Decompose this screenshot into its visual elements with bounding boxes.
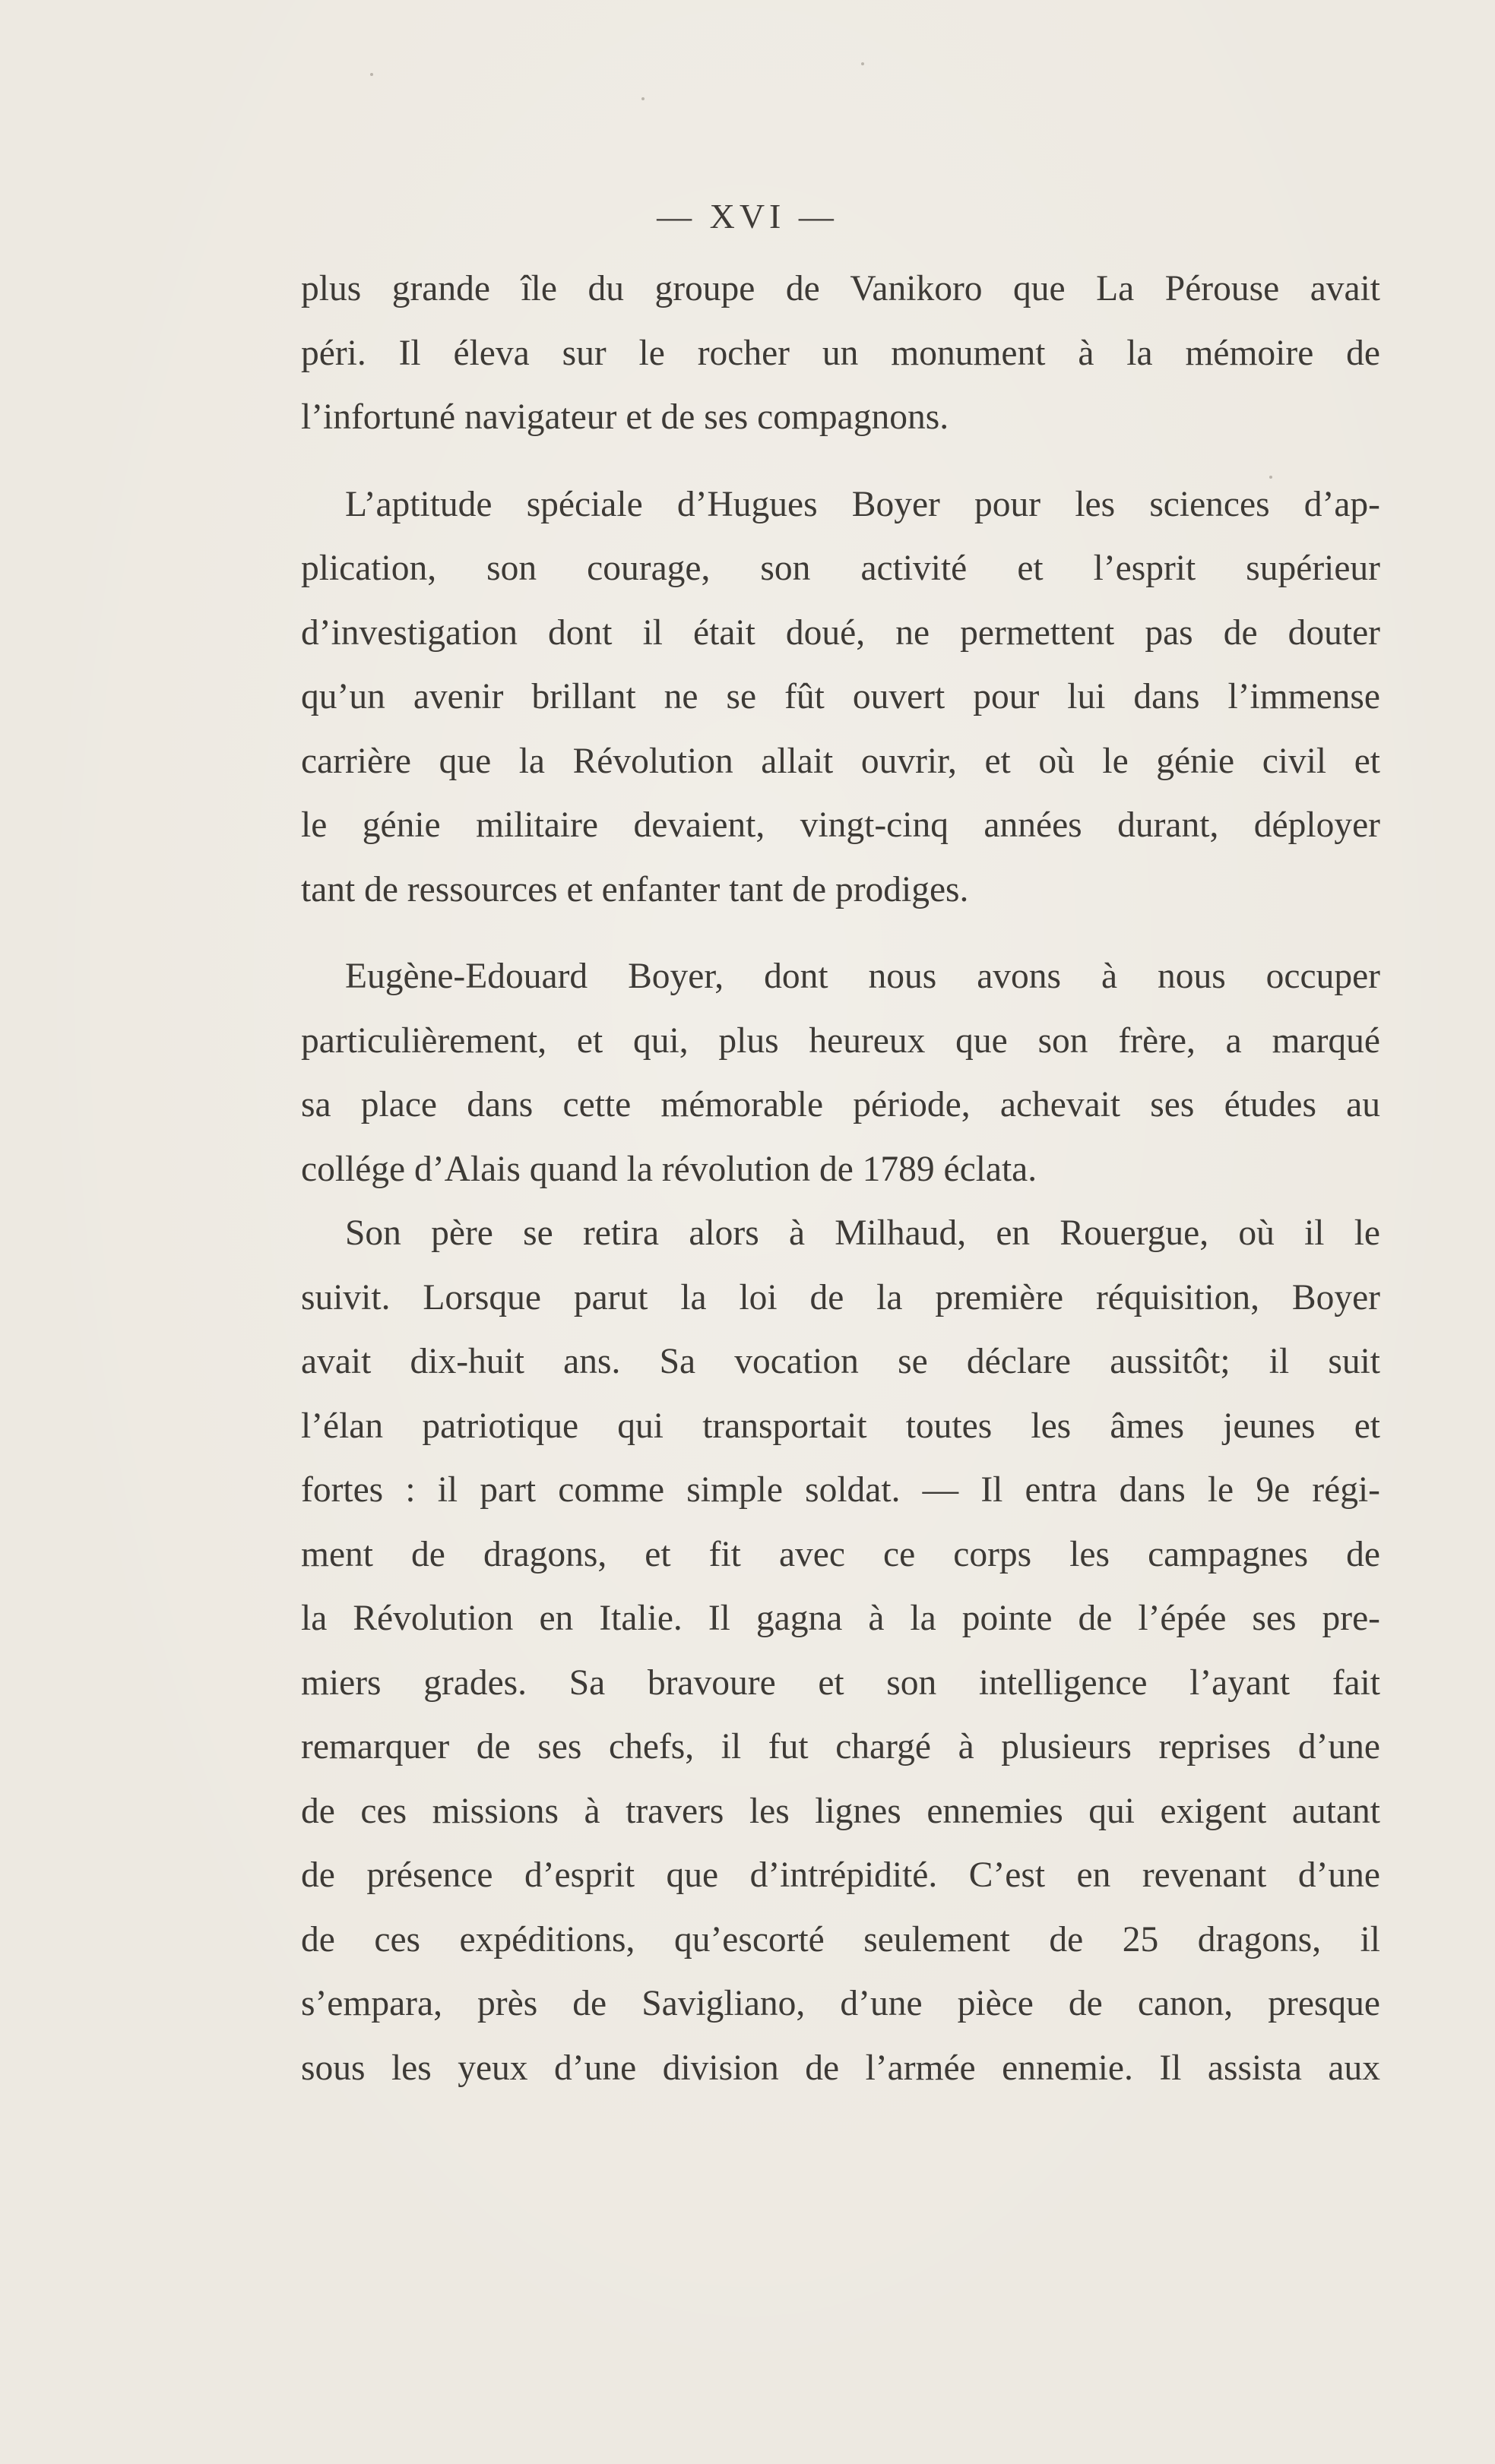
text-line: de ces missions à travers les lignes ennemies qui exigent autant [301,1791,1380,1831]
text-line: carrière que la Révolution allait ouvrir, et où le génie civil et [301,741,1380,781]
paragraph-2 [301,473,1380,922]
text-line: particulièrement, et qui, plus heureux que son frère, a marqué [301,1020,1380,1061]
text-line: plication, son courage, son activité et l’esprit supérieur [301,549,1380,588]
text-line: de présence d’esprit que d’intrépidité. C’est en revenant d’une [301,1855,1380,1895]
text-line: ment de dragons, et fit avec ce corps les campagnes de [301,1534,1380,1574]
text-line: fortes : il part comme simple soldat. — Il entra dans le 9e régi- [301,1470,1380,1510]
paragraph-1 [301,257,1380,450]
text-line: l’infortuné navigateur et de ses compagnons. [301,397,949,437]
text-line: remarquer de ses chefs, il fut chargé à plusieurs reprises d’une [301,1727,1380,1767]
text-line: d’investigation dont il était doué, ne permettent pas de douter [301,612,1380,653]
text-line: le génie militaire devaient, vingt-cinq années durant, déployer [301,805,1380,845]
text-line: péri. Il éleva sur le rocher un monument à la mémoire de [301,333,1380,373]
text-line: miers grades. Sa bravoure et son intelligence l’ayant fait [301,1662,1380,1703]
text-line: L’aptitude spéciale d’Hugues Boyer pour les sciences d’ap- [345,484,1380,524]
text-line: avait dix-huit ans. Sa vocation se déclare aussitôt; il suit [301,1342,1380,1381]
page-number-header: — XVI — [657,197,838,236]
text-line: qu’un avenir brillant ne se fût ouvert pour lui dans l’immense [301,677,1380,716]
paper-speck [861,62,864,65]
text-line: sous les yeux d’une division de l’armée ennemie. Il assista aux [301,2048,1380,2088]
body-text [301,257,1380,2100]
text-line: Eugène-Edouard Boyer, dont nous avons à nous occuper [345,957,1380,996]
text-line: s’empara, près de Savigliano, d’une pièce de canon, presque [301,1984,1380,2023]
text-line: suivit. Lorsque parut la loi de la première réquisition, Boyer [301,1277,1380,1317]
text-line: collége d’Alais quand la révolution de 1789 éclata. [301,1149,1037,1189]
paragraph-3 [301,944,1380,1201]
text-line: la Révolution en Italie. Il gagna à la pointe de l’épée ses pre- [301,1599,1380,1638]
paper-speck [1269,476,1272,479]
text-line: de ces expéditions, qu’escorté seulement de 25 dragons, il [301,1919,1380,1959]
paragraph-4 [301,1201,1380,2100]
text-line: tant de ressources et enfanter tant de prodiges. [301,869,969,909]
text-line: plus grande île du groupe de Vanikoro que La Pérouse avait [301,269,1380,308]
text-line: sa place dans cette mémorable période, achevait ses études au [301,1085,1380,1124]
paper-speck [370,73,373,76]
text-line: Son père se retira alors à Milhaud, en Rouergue, où il le [345,1213,1380,1253]
paper-speck [641,97,645,100]
text-line: l’élan patriotique qui transportait toutes les âmes jeunes et [301,1406,1380,1446]
